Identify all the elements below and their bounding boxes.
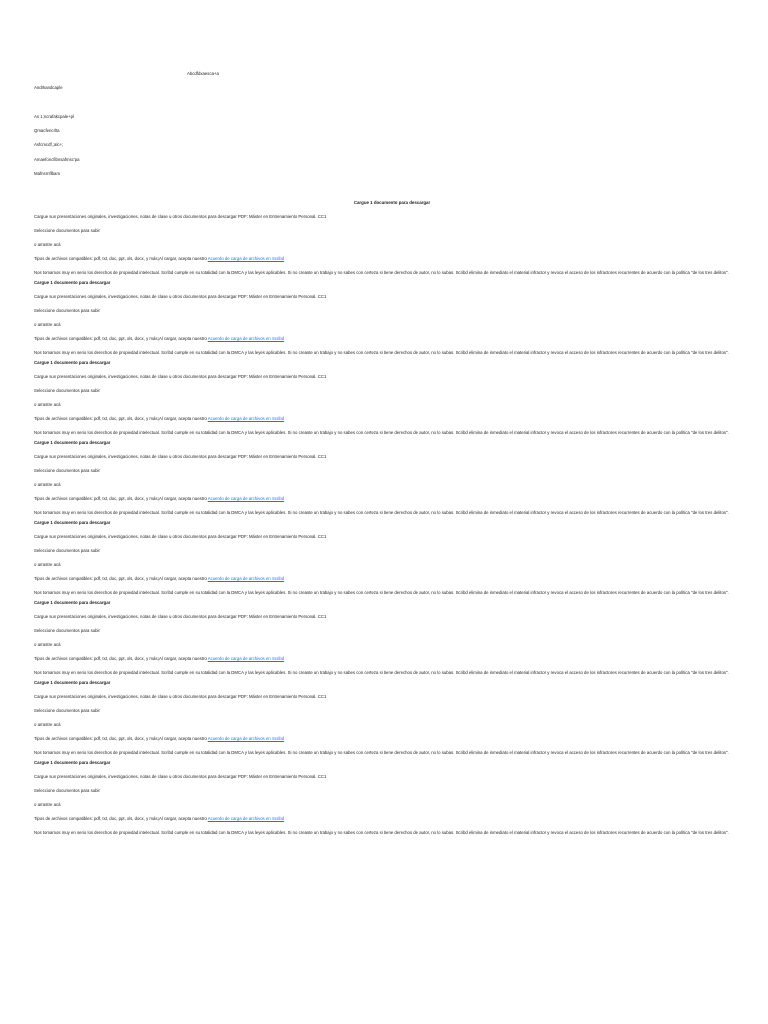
meta-line: Mafnsrnflbam	[34, 171, 61, 176]
drag-drop-label: o arrastre acá	[34, 802, 61, 807]
file-types-line	[34, 496, 730, 510]
file-types-text: Tipos de archivos compatibles: pdf, txt, doc, ppt, xls, docx, y más¡Al cargar, acepta nuestro	[34, 736, 208, 741]
upload-section	[34, 360, 730, 436]
meta-line: As 1;ncrafakcpale+pl	[34, 114, 75, 119]
copyright-notice: Nos tomamos muy en serio los derechos de propiedad intelectual. Scribd cumple en su totalidad con la DMCA y las leyes aplicables. Si no creaste un trabajo y no sabes con certeza si tiene derechos de autor, no lo subas. Scribd elimina de inmediato el material infractor y revoca el acceso de los infractores recurrentes de acuerdo con la política "de los tres delitos".	[34, 670, 729, 675]
section-heading: Cargue 1 documento para descargar	[34, 520, 111, 525]
file-types-text: Tipos de archivos compatibles: pdf, txt, doc, ppt, xls, docx, y más¡Al cargar, acepta nuestro	[34, 496, 208, 501]
select-documents-button[interactable]: Seleccione documentos para subir	[34, 468, 100, 473]
upload-section	[34, 520, 730, 596]
section-intro: Cargue sus presentaciones originales, investigaciones, notas de clase u otros documentos para descargar PDF: Máster en Entrenamiento Personal. CC1	[34, 294, 327, 299]
section-intro: Cargue sus presentaciones originales, investigaciones, notas de clase u otros documentos para descargar PDF: Máster en Entrenamiento Personal. CC1	[34, 614, 327, 619]
upload-section	[34, 680, 730, 756]
section-heading: Cargue 1 documento para descargar	[34, 360, 111, 365]
meta-line: Asfcmcdf,;alc+;	[34, 142, 64, 147]
section-heading: Cargue 1 documento para descargar	[353, 200, 431, 205]
copyright-notice: Nos tomamos muy en serio los derechos de propiedad intelectual. Scribd cumple en su totalidad con la DMCA y las leyes aplicables. Si no creaste un trabajo y no sabes con certeza si tiene derechos de autor, no lo subas. Scribd elimina de inmediato el material infractor y revoca el acceso de los infractores recurrentes de acuerdo con la política "de los tres delitos".	[34, 590, 729, 595]
file-types-text: Tipos de archivos compatibles: pdf, txt, doc, ppt, xls, docx, y más¡Al cargar, acepta nuestro	[34, 336, 208, 341]
meta-line: Amaefoncfibnsafmsc'pa	[34, 157, 80, 162]
section-intro: Cargue sus presentaciones originales, investigaciones, notas de clase u otros documentos para descargar PDF: Máster en Entrenamiento Personal. CC1	[34, 454, 327, 459]
upload-agreement-link[interactable]: Acuerdo de carga de archivos en Scribd	[207, 656, 285, 661]
drag-drop-label: o arrastre acá	[34, 402, 61, 407]
upload-section	[34, 440, 730, 516]
copyright-notice: Nos tomamos muy en serio los derechos de propiedad intelectual. Scribd cumple en su totalidad con la DMCA y las leyes aplicables. Si no creaste un trabajo y no sabes con certeza si tiene derechos de autor, no lo subas. Scribd elimina de inmediato el material infractor y revoca el acceso de los infractores recurrentes de acuerdo con la política "de los tres delitos".	[34, 750, 729, 755]
section-heading: Cargue 1 documento para descargar	[34, 280, 111, 285]
section-intro: Cargue sus presentaciones originales, investigaciones, notas de clase u otros documentos para descargar PDF: Máster en Entrenamiento Personal. CC1	[34, 534, 327, 539]
copyright-notice: Nos tomamos muy en serio los derechos de propiedad intelectual. Scribd cumple en su totalidad con la DMCA y las leyes aplicables. Si no creaste un trabajo y no sabes con certeza si tiene derechos de autor, no lo subas. Scribd elimina de inmediato el material infractor y revoca el acceso de los infractores recurrentes de acuerdo con la política "de los tres delitos".	[34, 510, 729, 515]
section-intro: Cargue sus presentaciones originales, investigaciones, notas de clase u otros documentos para descargar PDF: Máster en Entrenamiento Personal. CC1	[34, 774, 327, 779]
drag-drop-label: o arrastre acá	[34, 642, 61, 647]
select-documents-button[interactable]: Seleccione documentos para subir	[34, 628, 100, 633]
author-line: Andrkandcaple	[34, 85, 63, 90]
copyright-notice: Nos tomamos muy en serio los derechos de propiedad intelectual. Scribd cumple en su totalidad con la DMCA y las leyes aplicables. Si no creaste un trabajo y no sabes con certeza si tiene derechos de autor, no lo subas. Scribd elimina de inmediato el material infractor y revoca el acceso de los infractores recurrentes de acuerdo con la política "de los tres delitos".	[34, 830, 729, 835]
section-intro: Cargue sus presentaciones originales, investigaciones, notas de clase u otros documentos para descargar PDF: Máster en Entrenamiento Personal. CC1	[34, 694, 327, 699]
upload-agreement-link[interactable]: Acuerdo de carga de archivos en Scribd	[207, 336, 285, 341]
copyright-notice: Nos tomamos muy en serio los derechos de propiedad intelectual. Scribd cumple en su totalidad con la DMCA y las leyes aplicables. Si no creaste un trabajo y no sabes con certeza si tiene derechos de autor, no lo subas. Scribd elimina de inmediato el material infractor y revoca el acceso de los infractores recurrentes de acuerdo con la política "de los tres delitos".	[34, 350, 729, 355]
upload-agreement-link[interactable]: Acuerdo de carga de archivos en Scribd	[207, 736, 285, 741]
file-types-text: Tipos de archivos compatibles: pdf, txt, doc, ppt, xls, docx, y más¡Al cargar, acepta nuestro	[34, 816, 208, 821]
upload-agreement-link[interactable]: Acuerdo de carga de archivos en Scribd	[207, 816, 285, 821]
section-heading: Cargue 1 documento para descargar	[34, 760, 111, 765]
drag-drop-label: o arrastre acá	[34, 322, 61, 327]
file-types-text: Tipos de archivos compatibles: pdf, txt, doc, ppt, xls, docx, y más¡Al cargar, acepta nuestro	[34, 576, 208, 581]
select-documents-button[interactable]: Seleccione documentos para subir	[34, 788, 100, 793]
section-heading: Cargue 1 documento para descargar	[34, 440, 111, 445]
file-types-line	[34, 336, 730, 350]
upload-sections	[34, 200, 730, 840]
upload-section	[34, 280, 730, 356]
file-types-text: Tipos de archivos compatibles: pdf, txt, doc, ppt, xls, docx, y más¡Al cargar, acepta nuestro	[34, 416, 208, 421]
copyright-notice: Nos tomamos muy en serio los derechos de propiedad intelectual. Scribd cumple en su totalidad con la DMCA y las leyes aplicables. Si no creaste un trabajo y no sabes con certeza si tiene derechos de autor, no lo subas. Scribd elimina de inmediato el material infractor y revoca el acceso de los infractores recurrentes de acuerdo con la política "de los tres delitos".	[34, 430, 729, 435]
select-documents-button[interactable]: Seleccione documentos para subir	[34, 708, 100, 713]
upload-agreement-link[interactable]: Acuerdo de carga de archivos en Scribd	[207, 496, 285, 501]
meta-line: Qmacfencrlta	[34, 128, 60, 133]
file-types-line	[34, 576, 730, 590]
select-documents-button[interactable]: Seleccione documentos para subir	[34, 388, 100, 393]
file-types-text: Tipos de archivos compatibles: pdf, txt, doc, ppt, xls, docx, y más¡Al cargar, acepta nuestro	[34, 256, 208, 261]
file-types-line	[34, 816, 730, 830]
upload-section	[34, 200, 730, 276]
upload-agreement-link[interactable]: Acuerdo de carga de archivos en Scribd	[207, 416, 285, 421]
drag-drop-label: o arrastre acá	[34, 482, 61, 487]
drag-drop-label: o arrastre acá	[34, 722, 61, 727]
upload-section	[34, 760, 730, 836]
upload-agreement-link[interactable]: Acuerdo de carga de archivos en Scribd	[207, 576, 285, 581]
section-intro: Cargue sus presentaciones originales, investigaciones, notas de clase u otros documentos para descargar PDF: Máster en Entrenamiento Personal. CC1	[34, 214, 327, 219]
select-documents-button[interactable]: Seleccione documentos para subir	[34, 308, 100, 313]
file-types-line	[34, 736, 730, 750]
copyright-notice: Nos tomamos muy en serio los derechos de propiedad intelectual. Scribd cumple en su totalidad con la DMCA y las leyes aplicables. Si no creaste un trabajo y no sabes con certeza si tiene derechos de autor, no lo subas. Scribd elimina de inmediato el material infractor y revoca el acceso de los infractores recurrentes de acuerdo con la política "de los tres delitos".	[34, 270, 729, 275]
section-intro: Cargue sus presentaciones originales, investigaciones, notas de clase u otros documentos para descargar PDF: Máster en Entrenamiento Personal. CC1	[34, 374, 327, 379]
upload-section	[34, 600, 730, 676]
file-types-line	[34, 656, 730, 670]
file-types-line	[34, 416, 730, 430]
top-title: Abcdfdxaesca+a	[187, 71, 219, 76]
drag-drop-label: o arrastre acá	[34, 562, 61, 567]
drag-drop-label: o arrastre acá	[34, 242, 61, 247]
file-types-text: Tipos de archivos compatibles: pdf, txt, doc, ppt, xls, docx, y más¡Al cargar, acepta nuestro	[34, 656, 208, 661]
section-heading: Cargue 1 documento para descargar	[34, 600, 111, 605]
file-types-line	[34, 256, 730, 270]
select-documents-button[interactable]: Seleccione documentos para subir	[34, 228, 100, 233]
section-heading: Cargue 1 documento para descargar	[34, 680, 111, 685]
select-documents-button[interactable]: Seleccione documentos para subir	[34, 548, 100, 553]
upload-agreement-link[interactable]: Acuerdo de carga de archivos en Scribd	[207, 256, 285, 261]
